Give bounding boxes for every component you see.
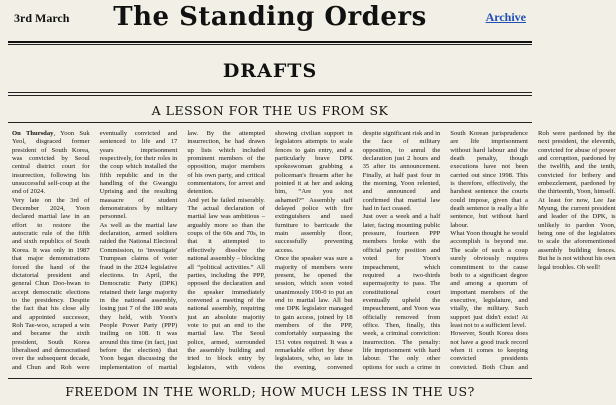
footer-divider bbox=[8, 378, 532, 379]
headline-divider bbox=[8, 122, 532, 123]
article-paragraph: Very late on the 3rd of December 2024, Yoon declared martial law in an effort to restore the autocratic rule of the fifth and sixth republics of South Korea. It was only in 1987 that major demonstrations forced the hand of the dictatorial president and general Chun Doo-hwan to accept democratic elections to the presidency. Despite the fact that his close ally and appointed successor, Roh Tae-woo, scraped a win and became the sixth president, South Korea liberalised and democratised over the subsequent decade, and Chun and Roh were eventually convicted and sentenced to life and 17 years imprisonment respectively, for their roles in the coup which installed the fifth republic and in the handling of the Gwangju Uprising and the resulting massacre of student demonstrators by military personnel. bbox=[12, 130, 178, 371]
article-paragraph: However, South Korea does not have a good track record when it comes to keeping convicted presidents convicted. Both Chun and Roh were pardoned by the next president, the eleventh, convicted for abuse of power and corruption, pardoned by the twelfth, and the tenth, convicted for bribery and embezzlement, pardoned by the thirteenth, Yoon, himself. At least for now, Lee Jae Myung, the current president and leader of the DPK, is unlikely to pardon Yoon, being one of the legislators to scale the aforementioned assembly building fences. But he is not without his own legal troubles. Oh well! bbox=[450, 130, 616, 371]
section-divider-thin bbox=[8, 95, 532, 96]
article-lead: On Thursday bbox=[12, 130, 54, 137]
masthead-divider-thin bbox=[8, 44, 532, 45]
masthead-divider bbox=[8, 41, 532, 43]
newspaper-title: The Standing Orders bbox=[113, 2, 427, 32]
article-headline: A LESSON FOR THE US FROM SK bbox=[151, 103, 389, 118]
article-paragraph: And yet he failed miserably. The actual declaration of martial law was ambitious – arguably more so than the coups of the 60s and 70s, in that it attempted to effectively dissolve the national assembly – blocking all “political activities.” All parties, including the PPP, opposed the declaration and the speaker immediately convened a meeting of the national assembly, requiring just an absolute majority vote to put an end to the martial law. The Seoul police, armed, surrounded the assembly building and tried to block entry by legislators, with videos showing civilian support in legislators attempts to scale fences to gain entry, and a particularly brave DPK spokeswoman grabbing a policeman's firearm after he pointed it at her and asking him, “Are you not ashamed?” Assembly staff delayed police with fire extinguishers and used furniture to barricade the main assembly floor, successfully preventing access. bbox=[187, 130, 353, 371]
article-paragraph: On Thursday, Yoon Suk Yeol, disgraced former president of South Korea, was convicted by Seoul central district court for insurrection, following his unsuccessful self-coup at the end of 2024. bbox=[12, 130, 90, 196]
article-paragraph: Just over a week and a half later, facing mounting public pressure, fourteen PPP members broke with the official party position and voted for Yoon's impeachment, which required a two-thirds supermajority to pass. The constitutional court eventually upheld the impeachment, and Yoon was officially removed from office. Then, finally, this week, a criminal conviction: insurrection. The penalty: life imprisonment with hard labour. The only other options for such a crime in South Korean jurisprudence are life imprisonment without hard labour and the death penalty, though executions have not been carried out since 1998. This is therefore, effectively, the harshest sentence the courts could impose, given that a death sentence is really a life sentence, but without hard labour. bbox=[362, 130, 528, 371]
article-paragraph: As well as the martial law declaration, armed soldiers raided the National Electoral Commission, to 'investigate' Trumpean claims of voter fraud in the 2024 legislative elections. In April, the Democratic Party (DPK) retained their large majority in the national assembly, losing just 7 of the 180 seats they held, with Yoon's People Power Party (PPP) trailing on 108. It was around this time (in fact, just before the election) that Yoon began discussing the implementation of martial law. By the attempted insurrection, he had drawn up lists which included prominent members of the opposition, major members of his own party, and critical commentators, for arrest and detention. bbox=[99, 130, 265, 371]
archive-link[interactable]: Archive bbox=[485, 10, 526, 24]
article-body bbox=[12, 130, 616, 375]
section-title: DRAFTS bbox=[222, 60, 318, 82]
article-paragraph: What Yoon thought he would accomplish is beyond me. The scale of such a coup surely obviously requires commitment to the cause both to a significant degree and among a quorum of important members of the executive, legislature, and vitally, the military. Such support just didn't exist! At least not to a sufficient level. bbox=[450, 230, 528, 329]
section-divider bbox=[8, 92, 532, 93]
issue-date: 3rd March bbox=[14, 11, 70, 25]
next-article-headline[interactable]: FREEDOM IN THE WORLD; HOW MUCH LESS IN THE US? bbox=[65, 384, 475, 399]
article-paragraph: Once the speaker was sure a majority of members were present, he opened the session, which soon voted unanimously 190-0 to put an end to martial law. All but one DPK legislator managed to gain access, joined by 18 members of the PPP, comfortably surpassing the 151 votes required. It was a remarkable effort by these legislators, who, so late in the evening, convened despite significant risk and in the face of military opposition, to annul the declaration just 2 hours and 35 after its announcement. Finally, at half past four in the morning, Yoon relented, and announced and confirmed that martial law had in fact ceased. bbox=[274, 130, 441, 371]
masthead bbox=[0, 0, 540, 40]
